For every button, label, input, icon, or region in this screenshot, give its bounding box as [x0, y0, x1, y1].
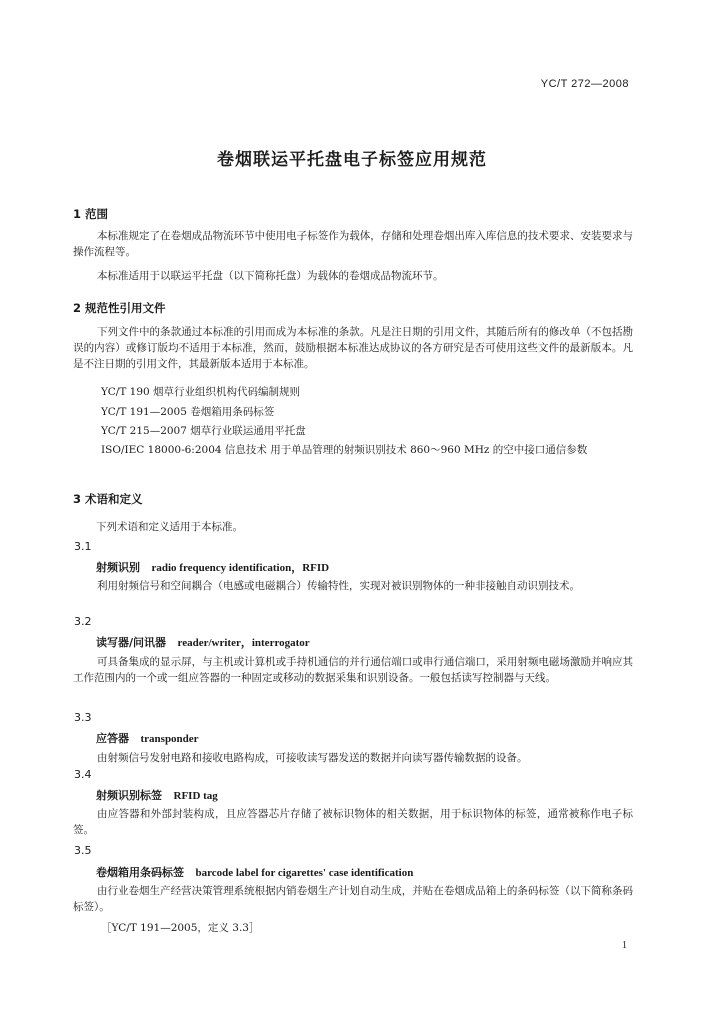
reference-item: YC/T 191—2005 卷烟箱用条码标签 — [101, 406, 275, 418]
term-definition: 利用射频信号和空间耦合（电感或电磁耦合）传输特性，实现对被识别物体的一种非接触自动识别技术。 — [97, 580, 580, 592]
section-2-heading: 2 规范性引用文件 — [73, 301, 166, 315]
term-zh: 卷烟箱用条码标签 — [96, 866, 184, 879]
term-definition: 由射频信号发射电路和接收电路构成，可接收读写器发送的数据并向读写器传输数据的设备。 — [97, 752, 528, 764]
document-title: 卷烟联运平托盘电子标签应用规范 — [217, 150, 487, 170]
term-heading — [96, 864, 413, 880]
term-number: 3.2 — [74, 615, 92, 628]
term-definition: 可具备集成的显示屏，与主机或计算机或手持机通信的并行通信端口或串行通信端口，采用射频电磁场激励并响应其工作范围内的一个或一组应答器的一种固定或移动的数据采集和识别设备。一般包括读写控制器与天线。 — [73, 656, 633, 684]
document-code: YC/T 272—2008 — [540, 78, 629, 90]
term-number: 3.3 — [74, 711, 92, 724]
term-number: 3.4 — [74, 768, 92, 781]
term-en: reader/writer，interrogator — [177, 637, 310, 649]
term-en: transponder — [140, 733, 199, 745]
term-heading — [96, 787, 218, 803]
reference-item: YC/T 190 烟草行业组织机构代码编制规则 — [101, 386, 301, 398]
section-1-paragraph-1: 本标准规定了在卷烟成品物流环节中使用电子标签作为载体，存储和处理卷烟出库入库信息的技术要求、安装要求与操作流程等。 — [73, 230, 633, 258]
term-zh: 应答器 — [96, 732, 129, 745]
term-definition: 由应答器和外部封装构成，且应答器芯片存储了被标识物体的相关数据，用于标识物体的标签，通常被称作电子标签。 — [73, 808, 633, 836]
section-1-paragraph-2: 本标准适用于以联运平托盘（以下简称托盘）为载体的卷烟成品物流环节。 — [97, 270, 444, 282]
reference-item-iso: ISO/IEC 18000-6:2004 信息技术 用于单品管理的射频识别技术 860～960 MHz 的空中接口通信参数 — [101, 444, 588, 456]
term-number: 3.1 — [74, 540, 92, 553]
term-zh: 射频识别 — [96, 561, 140, 574]
term-number: 3.5 — [74, 844, 92, 857]
section-2-paragraph: 下列文件中的条款通过本标准的引用而成为本标准的条款。凡是注日期的引用文件，其随后所有的修改单（不包括勘误的内容）或修订版均不适用于本标准，然而，鼓励根据本标准达成协议的各方研究是否可使用这些文件的最新版本。凡是不注日期的引用文件，其最新版本适用于本标准。 — [73, 326, 633, 370]
term-heading — [96, 730, 199, 746]
reference-item: YC/T 215—2007 烟草行业联运通用平托盘 — [101, 425, 306, 437]
term-en: barcode label for cigarettes' case identification — [195, 867, 414, 879]
section-3-intro: 下列术语和定义适用于本标准。 — [96, 521, 243, 533]
term-en: radio frequency identification，RFID — [151, 562, 330, 574]
term-definition: 由行业卷烟生产经营决策管理系统根据内销卷烟生产计划自动生成，并贴在卷烟成品箱上的条码标签（以下简称条码标签）。 — [73, 885, 633, 913]
term-source-note: ［YC/T 191—2005，定义 3.3］ — [101, 922, 260, 934]
term-heading — [96, 634, 310, 650]
term-heading — [96, 559, 329, 575]
term-zh: 读写器/问讯器 — [96, 636, 167, 649]
term-en: RFID tag — [173, 790, 218, 802]
section-3-heading: 3 术语和定义 — [73, 492, 143, 506]
section-1-heading: 1 范围 — [73, 207, 109, 221]
page-number: 1 — [622, 940, 627, 951]
term-zh: 射频识别标签 — [96, 789, 162, 802]
